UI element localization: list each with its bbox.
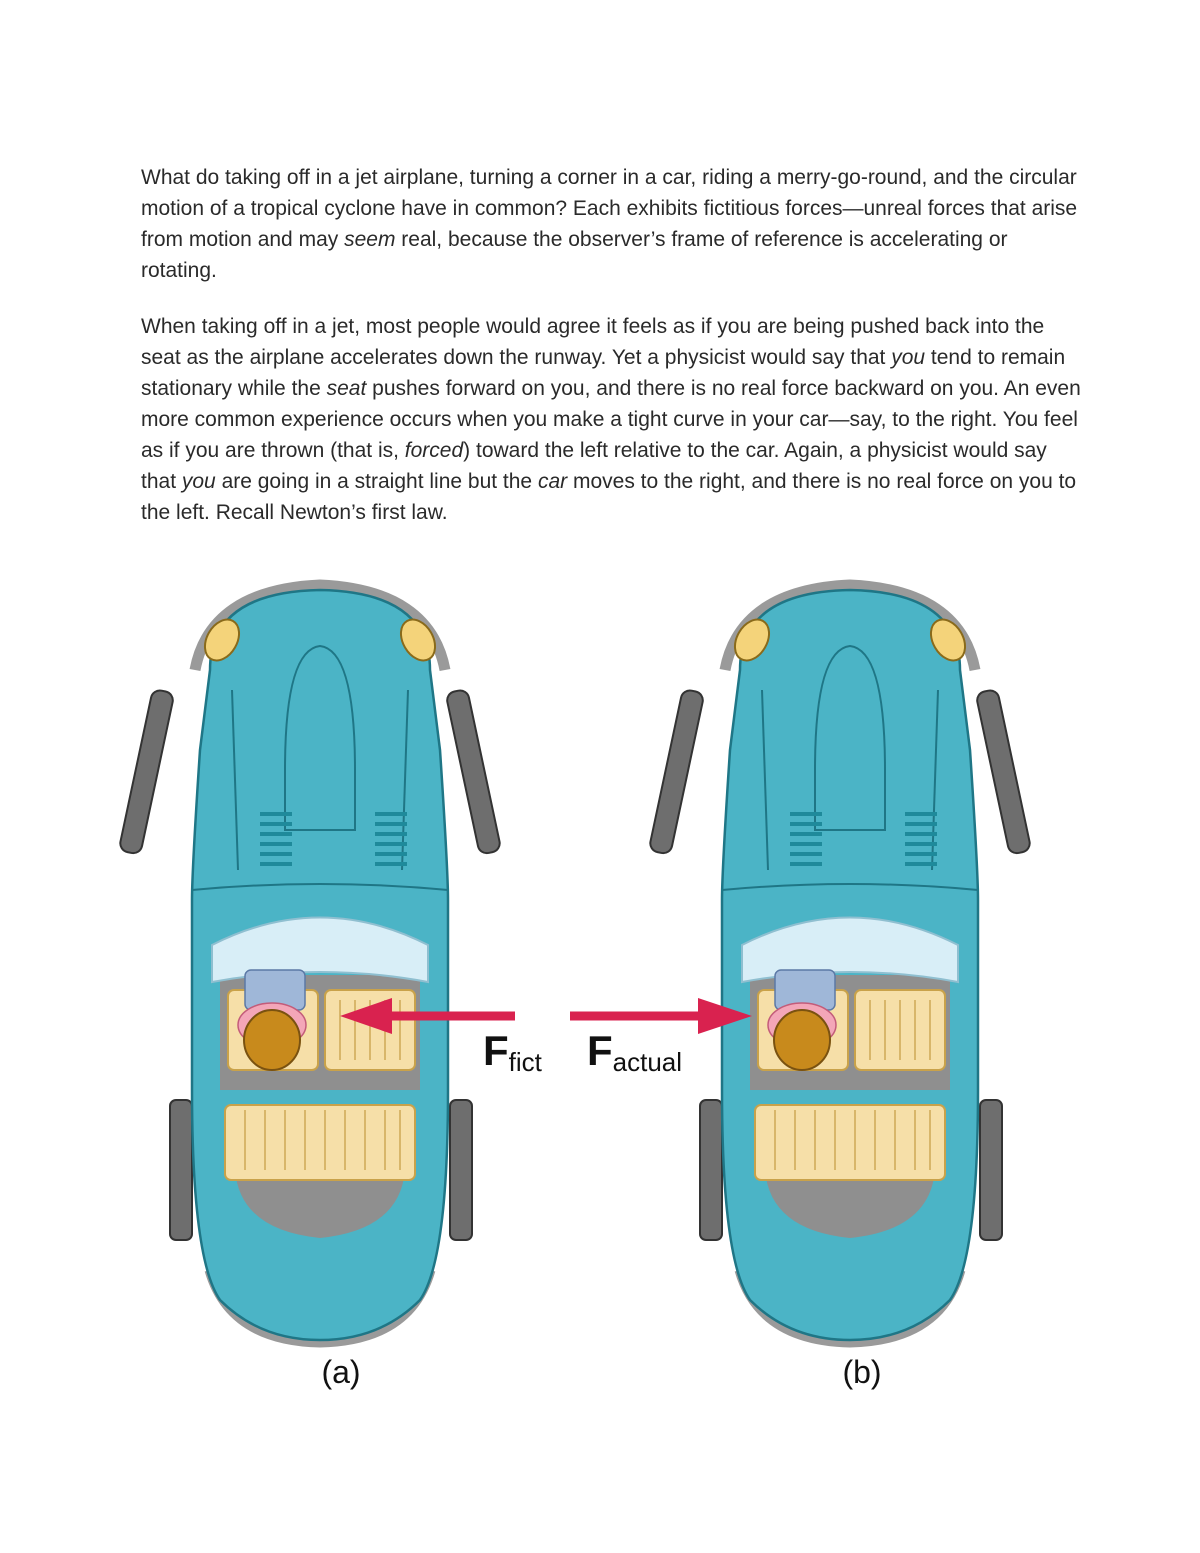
- text-run: seem: [344, 228, 396, 251]
- paragraph-2-text: [141, 311, 1081, 528]
- force-label-actual-sub: actual: [612, 1047, 683, 1077]
- panel-label-a: (a): [321, 1354, 361, 1390]
- force-label-fict-main: F: [483, 1027, 509, 1074]
- text-run: tend to remain stationary while the: [141, 346, 1066, 400]
- panel-label-b: (b): [842, 1354, 882, 1390]
- text-run: you: [181, 470, 216, 493]
- force-label-fict-sub: fict: [508, 1047, 542, 1077]
- text-run: forced: [404, 439, 464, 462]
- text-run: pushes forward on you, and there is no real force backward on you. An even more common experience occurs when you make a tight curve in your car—say, to the right. You feel as if you are thrown (that is,: [141, 377, 1081, 462]
- text-run: are going in a straight line but the: [215, 470, 538, 493]
- paragraph-2: [141, 311, 1081, 528]
- text-run: When taking off in a jet, most people would agree it feels as if you are being pushed back into the seat as the airplane accelerates down the runway. Yet a physicist would say that: [141, 315, 1045, 369]
- text-run: ) toward the left relative to the car. Again, a physicist would say that: [141, 439, 1047, 493]
- car-b: [649, 585, 1032, 1342]
- paragraph-1-text: [141, 162, 1081, 286]
- force-label-fict: [483, 1027, 543, 1077]
- text-run: real, because the observer’s frame of reference is accelerating or rotating.: [141, 228, 1008, 282]
- force-label-actual-main: F: [587, 1027, 613, 1074]
- text-run: What do taking off in a jet airplane, turning a corner in a car, riding a merry-go-round, and the circular motion of a tropical cyclone have in common? Each exhibits fictitious forces—unreal forces that arise from motion and may: [141, 166, 1078, 251]
- force-label-actual: [587, 1027, 682, 1077]
- text-run: seat: [326, 377, 367, 400]
- text-run: car: [537, 470, 568, 493]
- paragraph-1: [141, 162, 1081, 286]
- text-run: you: [891, 346, 926, 369]
- text-run: moves to the right, and there is no real force on you to the left. Recall Newton’s first law.: [141, 470, 1077, 524]
- car-a: [119, 585, 502, 1342]
- car-figure: [0, 560, 1200, 1410]
